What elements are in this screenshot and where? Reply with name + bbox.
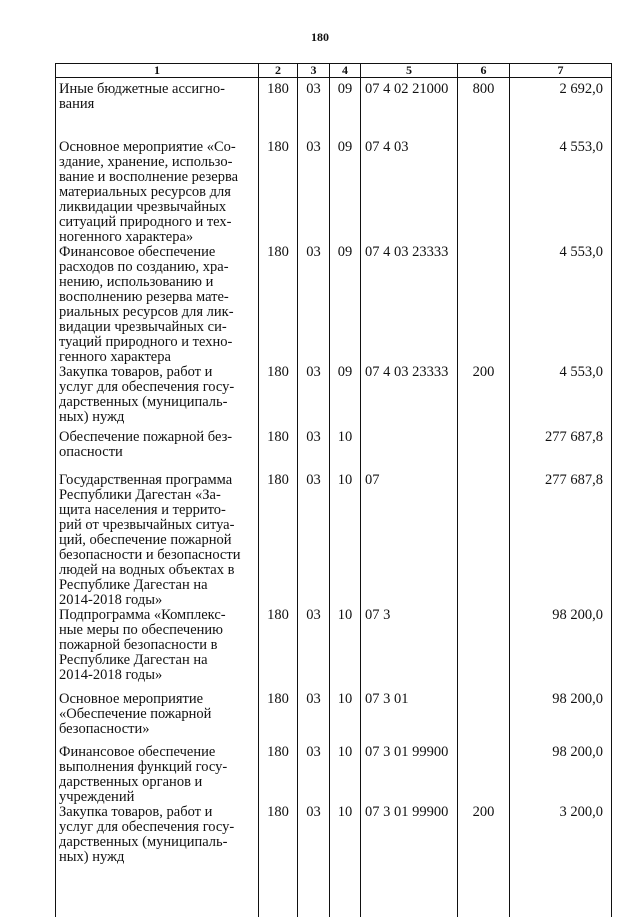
row-subsection-code: 10 bbox=[330, 608, 361, 692]
row-name: Подпрограмма «Комплекс- ные меры по обеспечению пожарной безопасности в Республике Дагестан на 2014-2018 годы» bbox=[56, 608, 259, 692]
row-name: Иные бюджетные ассигно- вания bbox=[56, 78, 259, 141]
row-target-code: 07 bbox=[361, 473, 458, 608]
row-ministry-code: 180 bbox=[259, 365, 298, 430]
column-header-5: 5 bbox=[361, 64, 458, 78]
column-header-1: 1 bbox=[56, 64, 259, 78]
row-target-code: 07 3 01 99900 bbox=[361, 805, 458, 887]
row-name: Обеспечение пожарной без- опасности bbox=[56, 430, 259, 473]
row-target-code: 07 3 01 99900 bbox=[361, 745, 458, 805]
row-subsection-code: 10 bbox=[330, 692, 361, 745]
row-name: Закупка товаров, работ и услуг для обеспечения госу- дарственных (муниципаль- ных) нужд bbox=[56, 365, 259, 430]
row-subsection-code: 10 bbox=[330, 430, 361, 473]
table-row bbox=[56, 140, 612, 245]
table-row bbox=[56, 78, 612, 141]
table-body bbox=[56, 78, 612, 917]
budget-table bbox=[55, 63, 612, 917]
row-section-code: 03 bbox=[298, 745, 330, 805]
table-row bbox=[56, 745, 612, 805]
table-row bbox=[56, 805, 612, 887]
row-expense-type: 200 bbox=[458, 365, 510, 430]
row-section-code: 03 bbox=[298, 805, 330, 887]
row-target-code: 07 3 01 bbox=[361, 692, 458, 745]
row-target-code bbox=[361, 430, 458, 473]
table-row bbox=[56, 365, 612, 430]
table-filler-row bbox=[56, 887, 612, 917]
table-row bbox=[56, 608, 612, 692]
row-ministry-code: 180 bbox=[259, 78, 298, 141]
row-ministry-code: 180 bbox=[259, 473, 298, 608]
row-amount: 4 553,0 bbox=[510, 365, 612, 430]
row-amount: 98 200,0 bbox=[510, 608, 612, 692]
row-expense-type bbox=[458, 745, 510, 805]
row-name: Финансовое обеспечение расходов по созданию, хра- нению, использованию и восполнению резерва мате- риальных ресурсов для лик- видации чрезвычайных си- туаций природного и техно- генного характера bbox=[56, 245, 259, 365]
row-target-code: 07 4 03 23333 bbox=[361, 245, 458, 365]
row-expense-type: 200 bbox=[458, 805, 510, 887]
empty-cell bbox=[458, 887, 510, 917]
row-amount: 98 200,0 bbox=[510, 692, 612, 745]
row-expense-type bbox=[458, 608, 510, 692]
table-header-row bbox=[56, 64, 612, 78]
column-header-3: 3 bbox=[298, 64, 330, 78]
row-expense-type bbox=[458, 140, 510, 245]
row-amount: 4 553,0 bbox=[510, 140, 612, 245]
row-section-code: 03 bbox=[298, 692, 330, 745]
row-expense-type bbox=[458, 692, 510, 745]
empty-cell bbox=[259, 887, 298, 917]
row-section-code: 03 bbox=[298, 473, 330, 608]
row-subsection-code: 09 bbox=[330, 140, 361, 245]
column-header-7: 7 bbox=[510, 64, 612, 78]
row-target-code: 07 3 bbox=[361, 608, 458, 692]
row-ministry-code: 180 bbox=[259, 140, 298, 245]
column-header-4: 4 bbox=[330, 64, 361, 78]
row-expense-type bbox=[458, 245, 510, 365]
row-expense-type bbox=[458, 430, 510, 473]
row-subsection-code: 10 bbox=[330, 805, 361, 887]
empty-cell bbox=[298, 887, 330, 917]
row-section-code: 03 bbox=[298, 78, 330, 141]
row-amount: 277 687,8 bbox=[510, 430, 612, 473]
row-name: Основное мероприятие «Со- здание, хранение, использо- вание и восполнение резерва материальных ресурсов для ликвидации чрезвычайных ситуаций природного и тех- ногенного характера» bbox=[56, 140, 259, 245]
row-section-code: 03 bbox=[298, 430, 330, 473]
row-section-code: 03 bbox=[298, 608, 330, 692]
column-header-6: 6 bbox=[458, 64, 510, 78]
page-number: 180 bbox=[0, 30, 640, 45]
row-ministry-code: 180 bbox=[259, 745, 298, 805]
row-amount: 3 200,0 bbox=[510, 805, 612, 887]
row-subsection-code: 09 bbox=[330, 78, 361, 141]
row-ministry-code: 180 bbox=[259, 692, 298, 745]
row-subsection-code: 09 bbox=[330, 365, 361, 430]
row-target-code: 07 4 03 bbox=[361, 140, 458, 245]
row-ministry-code: 180 bbox=[259, 608, 298, 692]
row-name: Государственная программа Республики Дагестан «За- щита населения и террито- рий от чрезвычайных ситуа- ций, обеспечение пожарной безопасности и безопасности людей на водных объектах в Республике Дагестан на 2014-2018 годы» bbox=[56, 473, 259, 608]
row-ministry-code: 180 bbox=[259, 245, 298, 365]
table-row bbox=[56, 245, 612, 365]
row-amount: 4 553,0 bbox=[510, 245, 612, 365]
empty-cell bbox=[56, 887, 259, 917]
row-expense-type: 800 bbox=[458, 78, 510, 141]
table-row bbox=[56, 473, 612, 608]
table-row bbox=[56, 430, 612, 473]
row-ministry-code: 180 bbox=[259, 430, 298, 473]
row-section-code: 03 bbox=[298, 140, 330, 245]
column-header-2: 2 bbox=[259, 64, 298, 78]
row-subsection-code: 10 bbox=[330, 745, 361, 805]
row-name: Основное мероприятие «Обеспечение пожарной безопасности» bbox=[56, 692, 259, 745]
row-target-code: 07 4 03 23333 bbox=[361, 365, 458, 430]
table-row bbox=[56, 692, 612, 745]
row-amount: 2 692,0 bbox=[510, 78, 612, 141]
row-amount: 98 200,0 bbox=[510, 745, 612, 805]
empty-cell bbox=[510, 887, 612, 917]
row-subsection-code: 10 bbox=[330, 473, 361, 608]
row-amount: 277 687,8 bbox=[510, 473, 612, 608]
empty-cell bbox=[330, 887, 361, 917]
row-name: Финансовое обеспечение выполнения функций госу- дарственных органов и учреждений bbox=[56, 745, 259, 805]
row-section-code: 03 bbox=[298, 365, 330, 430]
row-expense-type bbox=[458, 473, 510, 608]
row-section-code: 03 bbox=[298, 245, 330, 365]
empty-cell bbox=[361, 887, 458, 917]
row-target-code: 07 4 02 21000 bbox=[361, 78, 458, 141]
row-subsection-code: 09 bbox=[330, 245, 361, 365]
row-ministry-code: 180 bbox=[259, 805, 298, 887]
row-name: Закупка товаров, работ и услуг для обеспечения госу- дарственных (муниципаль- ных) нужд bbox=[56, 805, 259, 887]
